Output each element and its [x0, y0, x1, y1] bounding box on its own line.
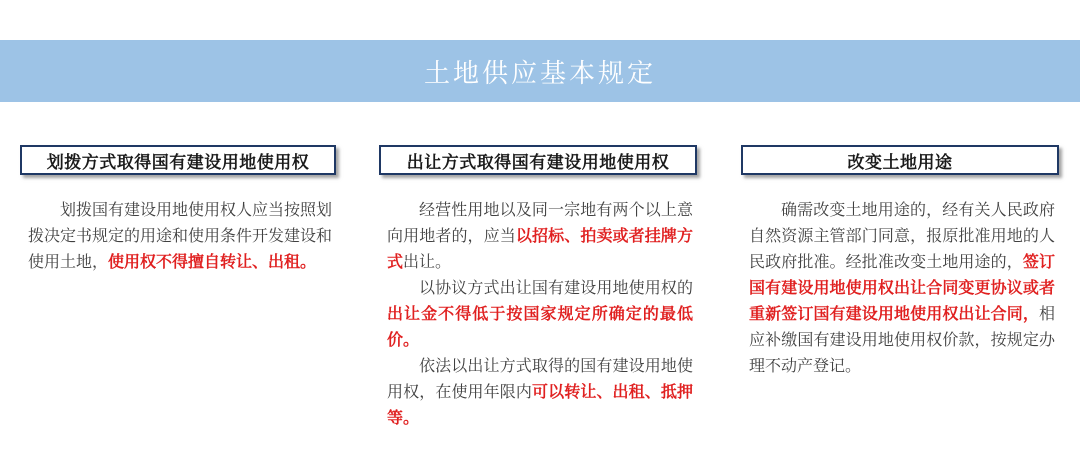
column-body-transfer — [379, 197, 697, 431]
column-header-transfer: 出让方式取得国有建设用地使用权 — [406, 152, 670, 173]
column-land-use-change — [741, 145, 1059, 379]
text-run: 以协议方式出让国有建设用地使用权的 — [419, 278, 693, 297]
column-header-land-use-change: 改变土地用途 — [847, 152, 953, 173]
title-banner — [0, 40, 1080, 102]
emphasis-run: 使用权不得擅自转让、出租。 — [108, 252, 317, 271]
column-header-box — [741, 145, 1059, 175]
paragraph — [749, 197, 1055, 379]
column-header-box — [20, 145, 336, 175]
paragraph — [387, 353, 693, 431]
paragraph — [387, 197, 693, 275]
column-header-allocation: 划拨方式取得国有建设用地使用权 — [46, 152, 310, 173]
emphasis-run: 可以转让、出租、抵押等。 — [387, 382, 693, 427]
emphasis-run: 以招标、拍卖或者挂牌方式 — [387, 226, 693, 271]
emphasis-run: 签订国有建设用地使用权出让合同变更协议或者重新签订国有建设用地使用权出让合同， — [749, 252, 1055, 323]
column-allocation — [20, 145, 336, 275]
text-run: 划拨国有建设用地使用权人应当按照划拨决定书规定的用途和使用条件开发建设和使用土地， — [28, 200, 333, 271]
text-run: 经营性用地以及同一宗地有两个以上意向用地者的，应当 — [387, 200, 693, 245]
text-run: 出让。 — [403, 252, 452, 271]
paragraph — [387, 275, 693, 353]
column-transfer — [379, 145, 697, 431]
emphasis-run: 出让金不得低于按国家规定所确定的最低价。 — [387, 304, 693, 349]
paragraph — [28, 197, 332, 275]
column-body-allocation — [20, 197, 336, 275]
column-body-land-use-change — [741, 197, 1059, 379]
column-header-box — [379, 145, 697, 175]
text-run: 相应补缴国有建设用地使用权价款，按规定办理不动产登记。 — [749, 304, 1055, 375]
page-title: 土地供应基本规定 — [423, 58, 656, 89]
text-run: 依法以出让方式取得的国有建设用地使用权，在使用年限内 — [387, 356, 693, 401]
text-run: 确需改变土地用途的，经有关人民政府自然资源主管部门同意，报原批准用地的人民政府批准。经批准改变土地用途的， — [749, 200, 1055, 271]
